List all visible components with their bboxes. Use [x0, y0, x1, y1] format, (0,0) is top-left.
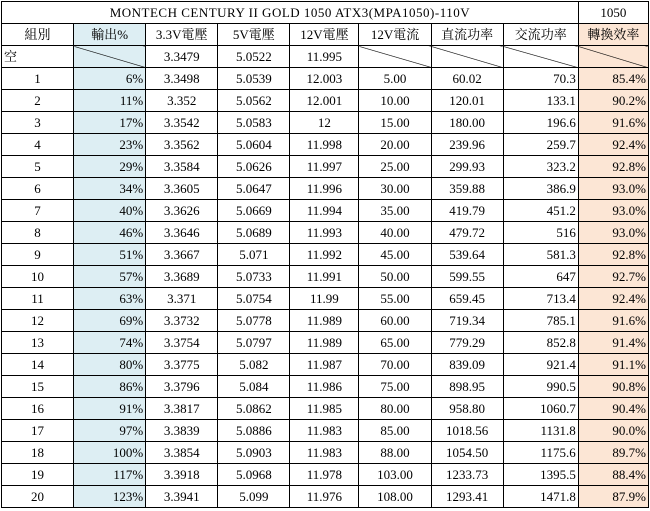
cell-5v: 5.0647 [218, 178, 290, 200]
cell-12v: 12 [290, 112, 359, 134]
cell-12v-current: 80.00 [359, 398, 431, 420]
cell-ac-power: 1060.7 [503, 398, 578, 420]
cell-12v-current: 60.00 [359, 310, 431, 332]
cell-group: 17 [2, 420, 74, 442]
cell-12v-current: 15.00 [359, 112, 431, 134]
cell-load-percent: 23% [74, 134, 146, 156]
cell-dc-power: 239.96 [431, 134, 503, 156]
no-load-row [2, 46, 649, 68]
cell-5v: 5.0797 [218, 332, 290, 354]
cell-12v-current: 103.00 [359, 464, 431, 486]
cell-ac-power: 196.6 [503, 112, 578, 134]
cell-12v: 11.993 [290, 222, 359, 244]
cell-3v3: 3.3941 [146, 486, 218, 508]
table-row [2, 288, 649, 310]
cell-12v-current: 35.00 [359, 200, 431, 222]
cell-load-percent: 117% [74, 464, 146, 486]
cell-group: 7 [2, 200, 74, 222]
psu-efficiency-table [1, 1, 649, 508]
cell-dc-power: 898.95 [431, 376, 503, 398]
cell-load-percent: 86% [74, 376, 146, 398]
table-row [2, 354, 649, 376]
cell-efficiency: 91.6% [578, 112, 648, 134]
cell-load-percent: 51% [74, 244, 146, 266]
cell-dc-power: 958.80 [431, 398, 503, 420]
cell-12v-current: 10.00 [359, 90, 431, 112]
table-row [2, 178, 649, 200]
header-efficiency: 轉換效率 [578, 24, 648, 46]
cell-load-percent: 34% [74, 178, 146, 200]
cell-5v: 5.0562 [218, 90, 290, 112]
cell-efficiency: 91.4% [578, 332, 648, 354]
table-row [2, 200, 649, 222]
cell-group: 1 [2, 68, 74, 90]
cell-3v3: 3.3498 [146, 68, 218, 90]
cell-dc-power: 120.01 [431, 90, 503, 112]
cell-12v: 11.983 [290, 442, 359, 464]
cell-12v: 11.992 [290, 244, 359, 266]
cell-3v3: 3.3839 [146, 420, 218, 442]
cell-5v: 5.0733 [218, 266, 290, 288]
cell-3v3: 3.371 [146, 288, 218, 310]
cell-ac-power: 581.3 [503, 244, 578, 266]
cell-ac-power: 259.7 [503, 134, 578, 156]
cell-ac-power: 133.1 [503, 90, 578, 112]
cell-dc-power: 599.55 [431, 266, 503, 288]
cell-ac-power: 451.2 [503, 200, 578, 222]
cell-12v: 11.976 [290, 486, 359, 508]
cell-12v: 11.996 [290, 178, 359, 200]
cell-efficiency: 90.4% [578, 398, 648, 420]
cell-dc-power: 1054.50 [431, 442, 503, 464]
cell-load-percent: 63% [74, 288, 146, 310]
table-title: MONTECH CENTURY II GOLD 1050 ATX3(MPA1050)-110V [2, 2, 579, 24]
diagonal-cell [578, 46, 648, 68]
cell-group: 3 [2, 112, 74, 134]
cell-5v: 5.071 [218, 244, 290, 266]
header-5v-voltage: 5V電壓 [218, 24, 290, 46]
cell-3v3: 3.3689 [146, 266, 218, 288]
table-row [2, 222, 649, 244]
cell-load-percent: 100% [74, 442, 146, 464]
header-row [2, 24, 649, 46]
cell-ac-power: 1175.6 [503, 442, 578, 464]
cell-dc-power: 1293.41 [431, 486, 503, 508]
cell-3v3: 3.3646 [146, 222, 218, 244]
table-row [2, 332, 649, 354]
cell-5v: 5.0778 [218, 310, 290, 332]
table-row [2, 156, 649, 178]
cell-efficiency: 93.0% [578, 178, 648, 200]
cell-efficiency: 88.4% [578, 464, 648, 486]
no-load-label: 空 [2, 46, 74, 68]
cell-efficiency: 89.7% [578, 442, 648, 464]
cell-5v: 5.0862 [218, 398, 290, 420]
cell-load-percent: 6% [74, 68, 146, 90]
cell-group: 15 [2, 376, 74, 398]
table-row [2, 464, 649, 486]
cell-12v: 11.986 [290, 376, 359, 398]
cell-3v3: 3.3754 [146, 332, 218, 354]
cell-group: 5 [2, 156, 74, 178]
cell-dc-power: 1233.73 [431, 464, 503, 486]
title-row [2, 2, 649, 24]
table-row [2, 376, 649, 398]
cell-12v-current: 55.00 [359, 288, 431, 310]
wattage-cell: 1050 [578, 2, 648, 24]
cell-3v3: 3.3626 [146, 200, 218, 222]
header-group: 組別 [2, 24, 74, 46]
cell-group: 12 [2, 310, 74, 332]
cell-12v-current: 85.00 [359, 420, 431, 442]
cell-group: 9 [2, 244, 74, 266]
cell-efficiency: 90.2% [578, 90, 648, 112]
cell-dc-power: 359.88 [431, 178, 503, 200]
diagonal-cell [503, 46, 578, 68]
cell-12v: 11.983 [290, 420, 359, 442]
diagonal-cell [359, 46, 431, 68]
cell-efficiency: 90.8% [578, 376, 648, 398]
cell-dc-power: 719.34 [431, 310, 503, 332]
cell-load-percent: 91% [74, 398, 146, 420]
cell-12v-current: 108.00 [359, 486, 431, 508]
cell-12v-current: 45.00 [359, 244, 431, 266]
cell-3v3: 3.3918 [146, 464, 218, 486]
cell-group: 2 [2, 90, 74, 112]
table-row [2, 244, 649, 266]
cell-5v: 5.099 [218, 486, 290, 508]
cell-dc-power: 180.00 [431, 112, 503, 134]
cell-group: 4 [2, 134, 74, 156]
cell-ac-power: 1131.8 [503, 420, 578, 442]
cell-3v3: 3.3817 [146, 398, 218, 420]
cell-3v3: 3.3732 [146, 310, 218, 332]
cell-12v: 11.987 [290, 354, 359, 376]
cell-12v: 11.994 [290, 200, 359, 222]
header-12v-voltage: 12V電壓 [290, 24, 359, 46]
table-row [2, 266, 649, 288]
cell-5v: 5.0968 [218, 464, 290, 486]
cell-5v: 5.084 [218, 376, 290, 398]
cell-3v3: 3.3854 [146, 442, 218, 464]
cell-12v-current: 75.00 [359, 376, 431, 398]
cell-12v-current: 50.00 [359, 266, 431, 288]
cell-12v: 11.997 [290, 156, 359, 178]
cell-load-percent: 17% [74, 112, 146, 134]
cell-12v-current: 70.00 [359, 354, 431, 376]
cell-load-percent: 57% [74, 266, 146, 288]
cell-12v: 11.989 [290, 332, 359, 354]
cell-5v: 5.0626 [218, 156, 290, 178]
cell-5v: 5.0886 [218, 420, 290, 442]
cell-load-percent: 11% [74, 90, 146, 112]
cell-12v: 11.989 [290, 310, 359, 332]
cell-12v-current: 65.00 [359, 332, 431, 354]
cell-ac-power: 516 [503, 222, 578, 244]
cell-efficiency: 87.9% [578, 486, 648, 508]
cell-load-percent: 29% [74, 156, 146, 178]
header-load-percent: 輸出% [74, 24, 146, 46]
cell-12v-current: 5.00 [359, 68, 431, 90]
cell-ac-power: 323.2 [503, 156, 578, 178]
cell-dc-power: 299.93 [431, 156, 503, 178]
table-row [2, 310, 649, 332]
cell-load-percent: 69% [74, 310, 146, 332]
cell-12v: 11.991 [290, 266, 359, 288]
cell-5v: 5.0583 [218, 112, 290, 134]
cell-12v-current: 30.00 [359, 178, 431, 200]
cell-12v-current: 25.00 [359, 156, 431, 178]
table-row [2, 112, 649, 134]
header-ac-power: 交流功率 [503, 24, 578, 46]
cell-12v: 11.99 [290, 288, 359, 310]
cell-group: 10 [2, 266, 74, 288]
cell-efficiency: 91.1% [578, 354, 648, 376]
cell-dc-power: 60.02 [431, 68, 503, 90]
cell-group: 11 [2, 288, 74, 310]
cell-load-percent: 123% [74, 486, 146, 508]
cell-3v3: 3.3796 [146, 376, 218, 398]
table-row [2, 398, 649, 420]
cell-ac-power: 990.5 [503, 376, 578, 398]
diagonal-cell [74, 46, 146, 68]
header-3v3-voltage: 3.3V電壓 [146, 24, 218, 46]
cell-ac-power: 852.8 [503, 332, 578, 354]
cell-12v: 12.001 [290, 90, 359, 112]
cell-group: 8 [2, 222, 74, 244]
cell-dc-power: 659.45 [431, 288, 503, 310]
cell-load-percent: 46% [74, 222, 146, 244]
cell-ac-power: 1471.8 [503, 486, 578, 508]
cell-5v: 5.082 [218, 354, 290, 376]
cell-ac-power: 70.3 [503, 68, 578, 90]
cell-efficiency: 92.8% [578, 156, 648, 178]
cell-efficiency: 91.6% [578, 310, 648, 332]
cell-dc-power: 479.72 [431, 222, 503, 244]
cell-dc-power: 539.64 [431, 244, 503, 266]
table-row [2, 486, 649, 508]
cell-12v-current: 40.00 [359, 222, 431, 244]
cell-ac-power: 647 [503, 266, 578, 288]
cell-12v: 11.995 [290, 46, 359, 68]
cell-dc-power: 839.09 [431, 354, 503, 376]
cell-group: 18 [2, 442, 74, 464]
cell-efficiency: 92.4% [578, 134, 648, 156]
cell-12v: 11.998 [290, 134, 359, 156]
cell-efficiency: 93.0% [578, 222, 648, 244]
cell-ac-power: 713.4 [503, 288, 578, 310]
cell-3v3: 3.3542 [146, 112, 218, 134]
cell-3v3: 3.3775 [146, 354, 218, 376]
cell-12v-current: 20.00 [359, 134, 431, 156]
diagonal-cell [431, 46, 503, 68]
cell-5v: 5.0903 [218, 442, 290, 464]
header-dc-power: 直流功率 [431, 24, 503, 46]
cell-load-percent: 97% [74, 420, 146, 442]
cell-dc-power: 779.29 [431, 332, 503, 354]
cell-efficiency: 92.8% [578, 244, 648, 266]
cell-group: 14 [2, 354, 74, 376]
table-row [2, 442, 649, 464]
cell-load-percent: 80% [74, 354, 146, 376]
cell-3v3: 3.3605 [146, 178, 218, 200]
cell-efficiency: 92.7% [578, 266, 648, 288]
cell-5v: 5.0604 [218, 134, 290, 156]
cell-group: 20 [2, 486, 74, 508]
table-row [2, 420, 649, 442]
cell-3v3: 3.3667 [146, 244, 218, 266]
header-12v-current: 12V電流 [359, 24, 431, 46]
cell-efficiency: 90.0% [578, 420, 648, 442]
cell-3v3: 3.3562 [146, 134, 218, 156]
cell-ac-power: 386.9 [503, 178, 578, 200]
table-body [2, 2, 649, 508]
cell-5v: 5.0522 [218, 46, 290, 68]
table-row [2, 68, 649, 90]
cell-12v: 12.003 [290, 68, 359, 90]
cell-5v: 5.0539 [218, 68, 290, 90]
cell-load-percent: 74% [74, 332, 146, 354]
cell-5v: 5.0754 [218, 288, 290, 310]
cell-12v: 11.985 [290, 398, 359, 420]
cell-3v3: 3.3584 [146, 156, 218, 178]
cell-3v3: 3.352 [146, 90, 218, 112]
cell-3v3: 3.3479 [146, 46, 218, 68]
cell-dc-power: 1018.56 [431, 420, 503, 442]
table-row [2, 90, 649, 112]
cell-12v-current: 88.00 [359, 442, 431, 464]
cell-efficiency: 85.4% [578, 68, 648, 90]
cell-5v: 5.0689 [218, 222, 290, 244]
cell-group: 16 [2, 398, 74, 420]
cell-group: 6 [2, 178, 74, 200]
cell-group: 19 [2, 464, 74, 486]
cell-12v: 11.978 [290, 464, 359, 486]
cell-efficiency: 93.0% [578, 200, 648, 222]
cell-ac-power: 1395.5 [503, 464, 578, 486]
table-row [2, 134, 649, 156]
cell-load-percent: 40% [74, 200, 146, 222]
cell-5v: 5.0669 [218, 200, 290, 222]
cell-ac-power: 921.4 [503, 354, 578, 376]
cell-dc-power: 419.79 [431, 200, 503, 222]
cell-efficiency: 92.4% [578, 288, 648, 310]
cell-ac-power: 785.1 [503, 310, 578, 332]
cell-group: 13 [2, 332, 74, 354]
